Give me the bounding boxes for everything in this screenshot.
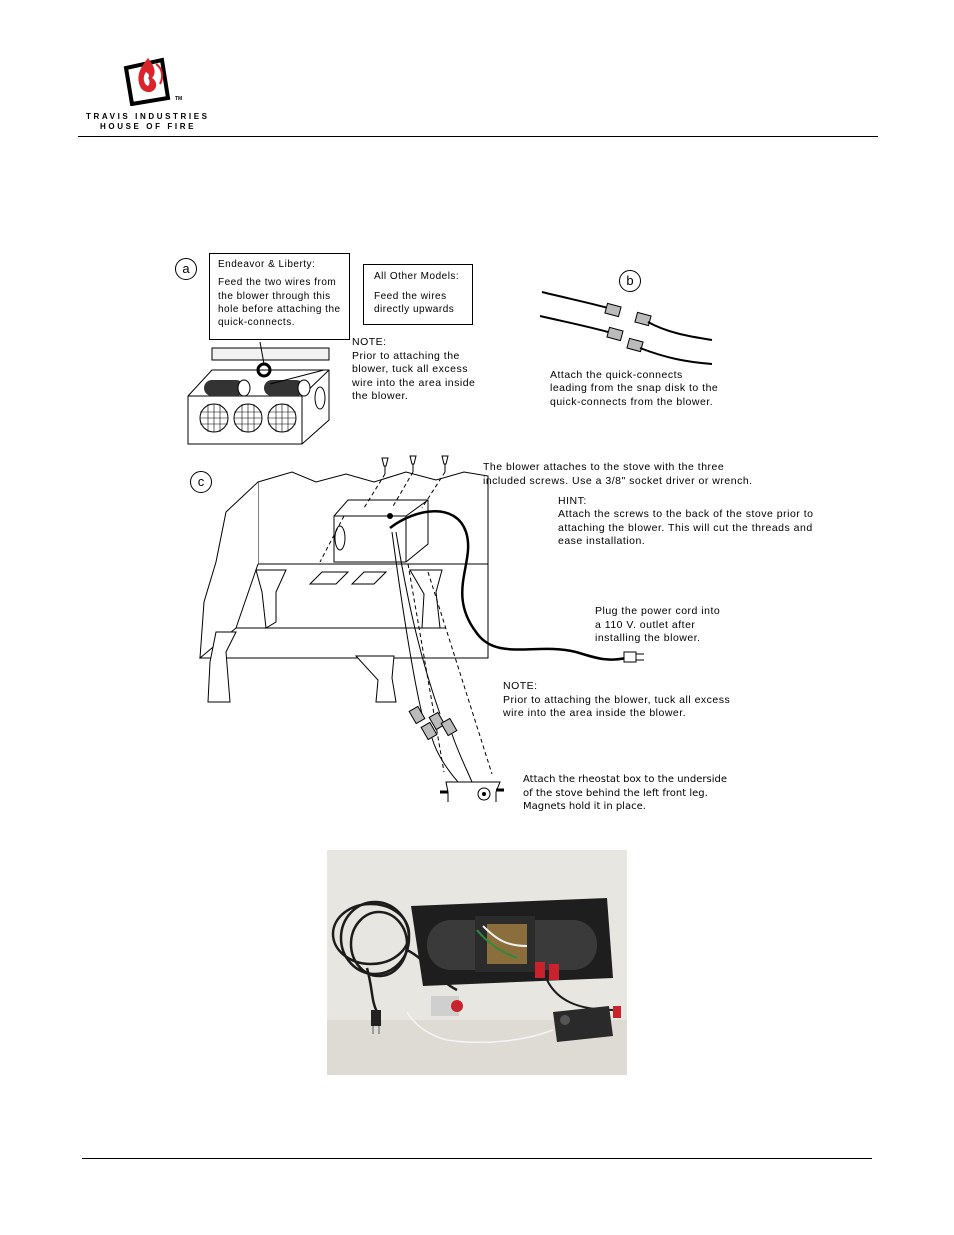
- logo: [84, 52, 214, 132]
- other-models-callout: [363, 264, 473, 325]
- callout-line: directly upwards: [374, 304, 455, 315]
- caption-line: quick-connects from the blower.: [550, 396, 714, 408]
- text-line: Plug the power cord into: [595, 605, 721, 617]
- text-line: installing the blower.: [595, 632, 701, 644]
- caption-line: Attach the quick-connects: [550, 369, 683, 381]
- callout-line: Feed the wires: [374, 291, 447, 302]
- callout-title: Endeavor & Liberty:: [218, 259, 316, 270]
- callout-line: hole before attaching the: [218, 304, 341, 315]
- note-line: blower, tuck all excess: [352, 363, 468, 375]
- figure-a-label: a: [175, 258, 197, 280]
- hint-line: ease installation.: [558, 535, 646, 547]
- hint-heading: HINT:: [558, 495, 587, 507]
- text-line: a 110 V. outlet after: [595, 619, 696, 631]
- text-line: of the stove behind the left front leg.: [523, 788, 708, 799]
- quick-connect-wires-illustration: [536, 288, 716, 368]
- text-line: Magnets hold it in place.: [523, 801, 646, 812]
- note-line: the blower.: [352, 390, 409, 402]
- footer-rule: [82, 1158, 872, 1159]
- header-rule: [78, 136, 878, 137]
- note-line: wire into the area inside the blower.: [503, 707, 687, 719]
- callout-title: All Other Models:: [374, 271, 460, 282]
- note-line: wire into the area inside: [352, 377, 476, 389]
- note-line: Prior to attaching the blower, tuck all excess: [503, 694, 731, 706]
- company-name: TRAVIS INDUSTRIES: [86, 112, 210, 121]
- company-tagline: HOUSE OF FIRE: [100, 122, 197, 131]
- figure-c-label: c: [190, 471, 212, 493]
- hint-line: attaching the blower. This will cut the threads and: [558, 522, 813, 534]
- blower-kit-photo-drawing: [327, 850, 627, 1075]
- blower-kit-photo: [327, 850, 627, 1075]
- caption-line: leading from the snap disk to the: [550, 382, 719, 394]
- callout-line: Feed the two wires from: [218, 277, 337, 288]
- callout-line: the blower through this: [218, 291, 331, 302]
- endeavor-liberty-callout: [209, 253, 350, 340]
- text-line: Attach the rheostat box to the underside: [523, 774, 727, 785]
- note-heading: NOTE:: [503, 680, 538, 692]
- figure-b-label: b: [619, 270, 641, 292]
- note-heading: NOTE:: [352, 336, 387, 348]
- hint-line: Attach the screws to the back of the stove prior to: [558, 508, 814, 520]
- blower-housing-illustration: [184, 340, 344, 452]
- flame-logo-icon: [122, 54, 182, 106]
- callout-line: quick-connects.: [218, 317, 295, 328]
- text-line: included screws. Use a 3/8" socket driver or wrench.: [483, 475, 753, 487]
- trademark: TM: [175, 96, 183, 102]
- note-line: Prior to attaching the: [352, 350, 460, 362]
- text-line: The blower attaches to the stove with the three: [483, 461, 725, 473]
